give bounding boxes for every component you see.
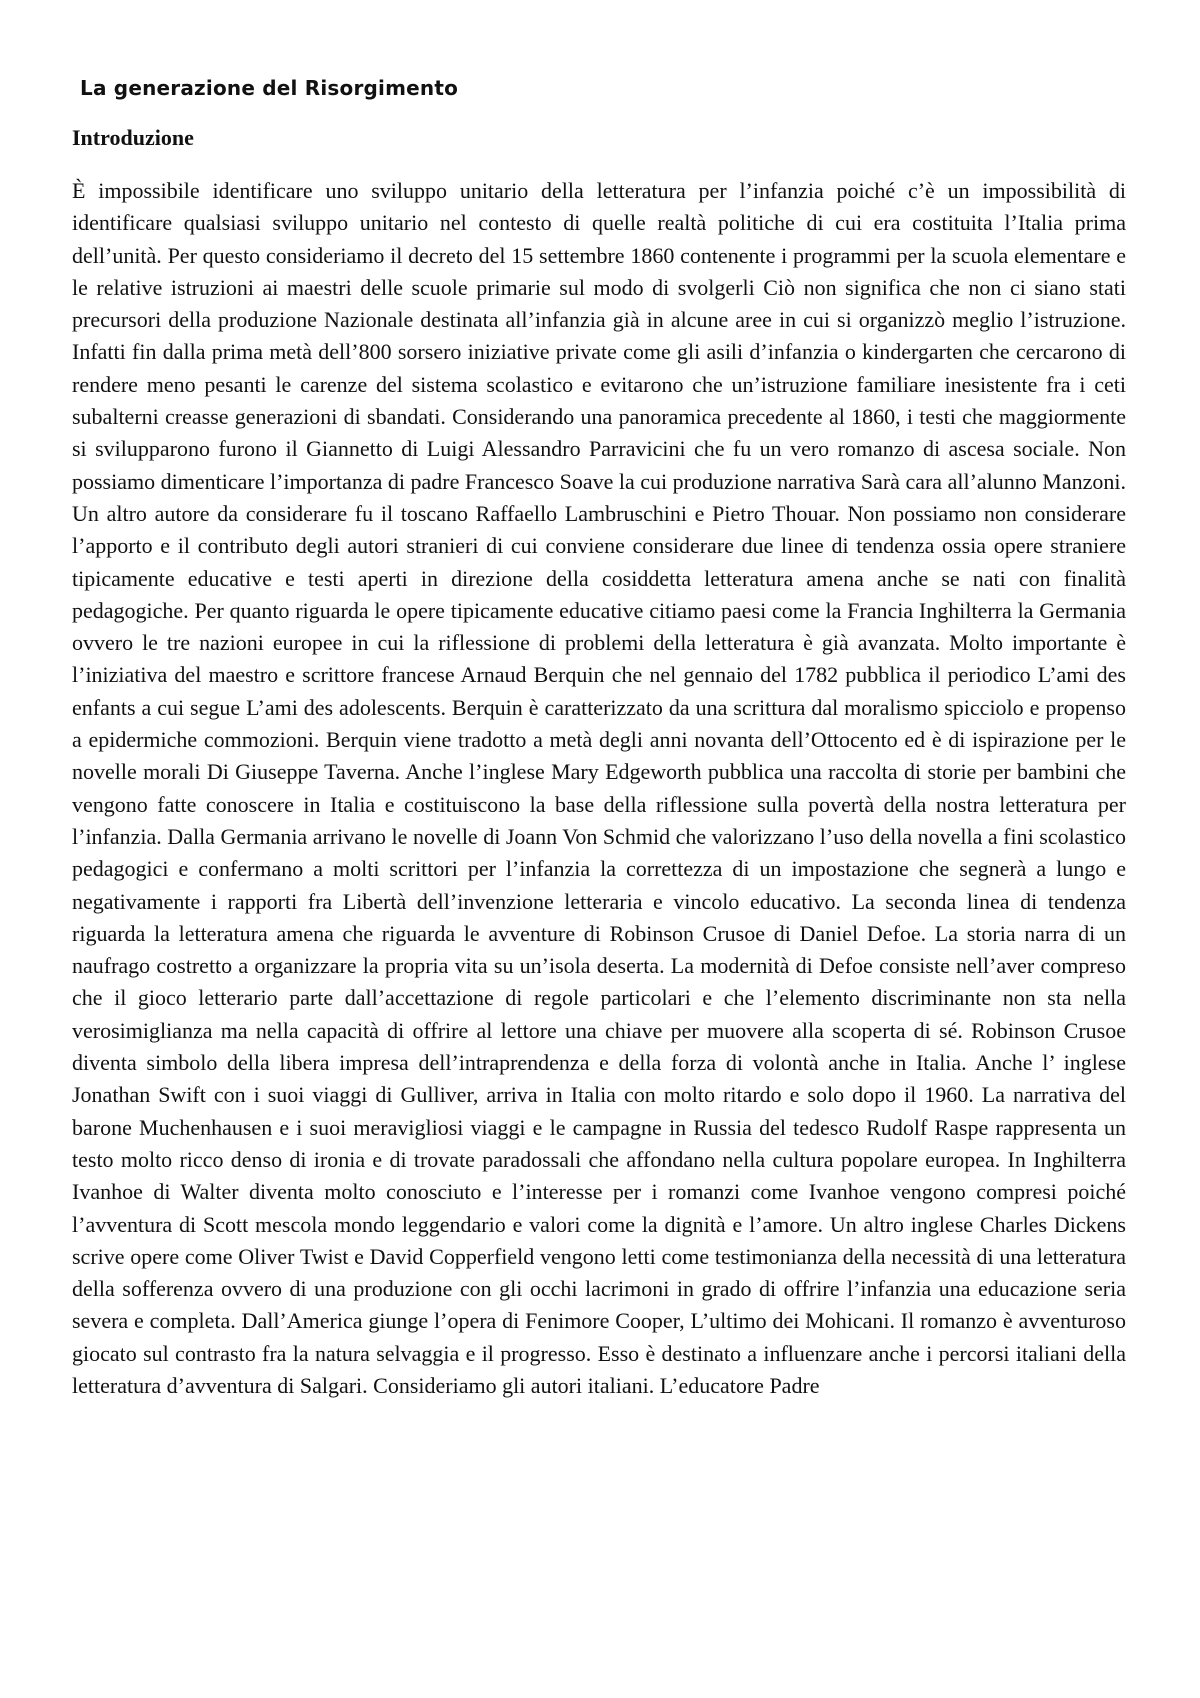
- body-paragraph: È impossibile identificare uno sviluppo unitario della letteratura per l’infanzia poiché c’è un impossibilità di identificare qualsiasi sviluppo unitario nel contesto di quelle realtà politiche di cui era costituita l’Italia prima dell’unità. Per questo consideriamo il decreto del 15 settembre 1860 contenente i programmi per la scuola elementare e le relative istruzioni ai maestri delle scuole primarie sul modo di svolgerli Ciò non significa che non ci siano stati precursori della produzione Nazionale destinata all’infanzia già in alcune aree in cui si organizzò meglio l’istruzione. Infatti fin dalla prima metà dell’800 sorsero iniziative private come gli asili d’infanzia o kindergarten che cercarono di rendere meno pesanti le carenze del sistema scolastico e evitarono che un’istruzione familiare inesistente fra i ceti subalterni creasse generazioni di sbandati. Considerando una panoramica precedente al 1860, i testi che maggiormente si svilupparono furono il Giannetto di Luigi Alessandro Parravicini che fu un vero romanzo di ascesa sociale. Non possiamo dimenticare l’importanza di padre Francesco Soave la cui produzione narrativa Sarà cara all’alunno Manzoni. Un altro autore da considerare fu il toscano Raffaello Lambruschini e Pietro Thouar. Non possiamo non considerare l’apporto e il contributo degli autori stranieri di cui conviene considerare due linee di tendenza ossia opere straniere tipicamente educative e testi aperti in direzione della cosiddetta letteratura amena anche se nati con finalità pedagogiche. Per quanto riguarda le opere tipicamente educative citiamo paesi come la Francia Inghilterra la Germania ovvero le tre nazioni europee in cui la riflessione di problemi della letteratura è già avanzata. Molto importante è l’iniziativa del maestro e scrittore francese Arnaud Berquin che nel gennaio del 1782 pubblica il periodico L’ami des enfants a cui segue L’ami des adolescents. Berquin è caratterizzato da una scrittura dal moralismo spicciolo e propenso a epidermiche commozioni. Berquin viene tradotto a metà degli anni novanta dell’Ottocento ed è di ispirazione per le novelle morali Di Giuseppe Taverna. Anche l’inglese Mary Edgeworth pubblica una raccolta di storie per bambini che vengono fatte conoscere in Italia e costituiscono la base della riflessione sulla povertà della nostra letteratura per l’infanzia. Dalla Germania arrivano le novelle di Joann Von Schmid che valorizzano l’uso della novella a fini scolastico pedagogici e confermano a molti scrittori per l’infanzia la correttezza di un impostazione che segnerà a lungo e negativamente i rapporti fra Libertà dell’invenzione letteraria e vincolo educativo. La seconda linea di tendenza riguarda la letteratura amena che riguarda le avventure di Robinson Crusoe di Daniel Defoe. La storia narra di un naufrago costretto a organizzare la propria vita su un’isola deserta. La modernità di Defoe consiste nell’aver compreso che il gioco letterario parte dall’accettazione di regole particolari e che l’elemento discriminante non sta nella verosimiglianza ma nella capacità di offrire al lettore una chiave per muovere alla scoperta di sé. Robinson Crusoe diventa simbolo della libera impresa dell’intraprendenza e della forza di volontà anche in Italia. Anche l’ inglese Jonathan Swift con i suoi viaggi di Gulliver, arriva in Italia con molto ritardo e solo dopo il 1960. La narrativa del barone Muchenhausen e i suoi meravigliosi viaggi e le campagne in Russia del tedesco Rudolf Raspe rappresenta un testo molto ricco denso di ironia e di trovate paradossali che affondano nella cultura popolare europea. In Inghilterra Ivanhoe di Walter diventa molto conosciuto e l’interesse per i romanzi come Ivanhoe vengono compresi poiché l’avventura di Scott mescola mondo leggendario e valori come la dignità e l’amore. Un altro inglese Charles Dickens scrive opere come Oliver Twist e David Copperfield vengono letti come testimonianza della necessità di una letteratura della sofferenza ovvero di una produzione con gli occhi lacrimoni in grado di offrire l’infanzia una educazione seria severa e completa. Dall’America giunge l’opera di Fenimore Cooper, L’ultimo dei Mohicani. Il romanzo è avventuroso giocato sul contrasto fra la natura selvaggia e il progresso. Esso è destinato a influenzare anche i percorsi italiani della letteratura d’avventura di Salgari. Consideriamo gli autori italiani. L’educatore Padre: [72, 178, 1126, 1398]
- section-heading: Introduzione: [72, 125, 194, 150]
- document-title: La generazione del Risorgimento: [80, 76, 459, 100]
